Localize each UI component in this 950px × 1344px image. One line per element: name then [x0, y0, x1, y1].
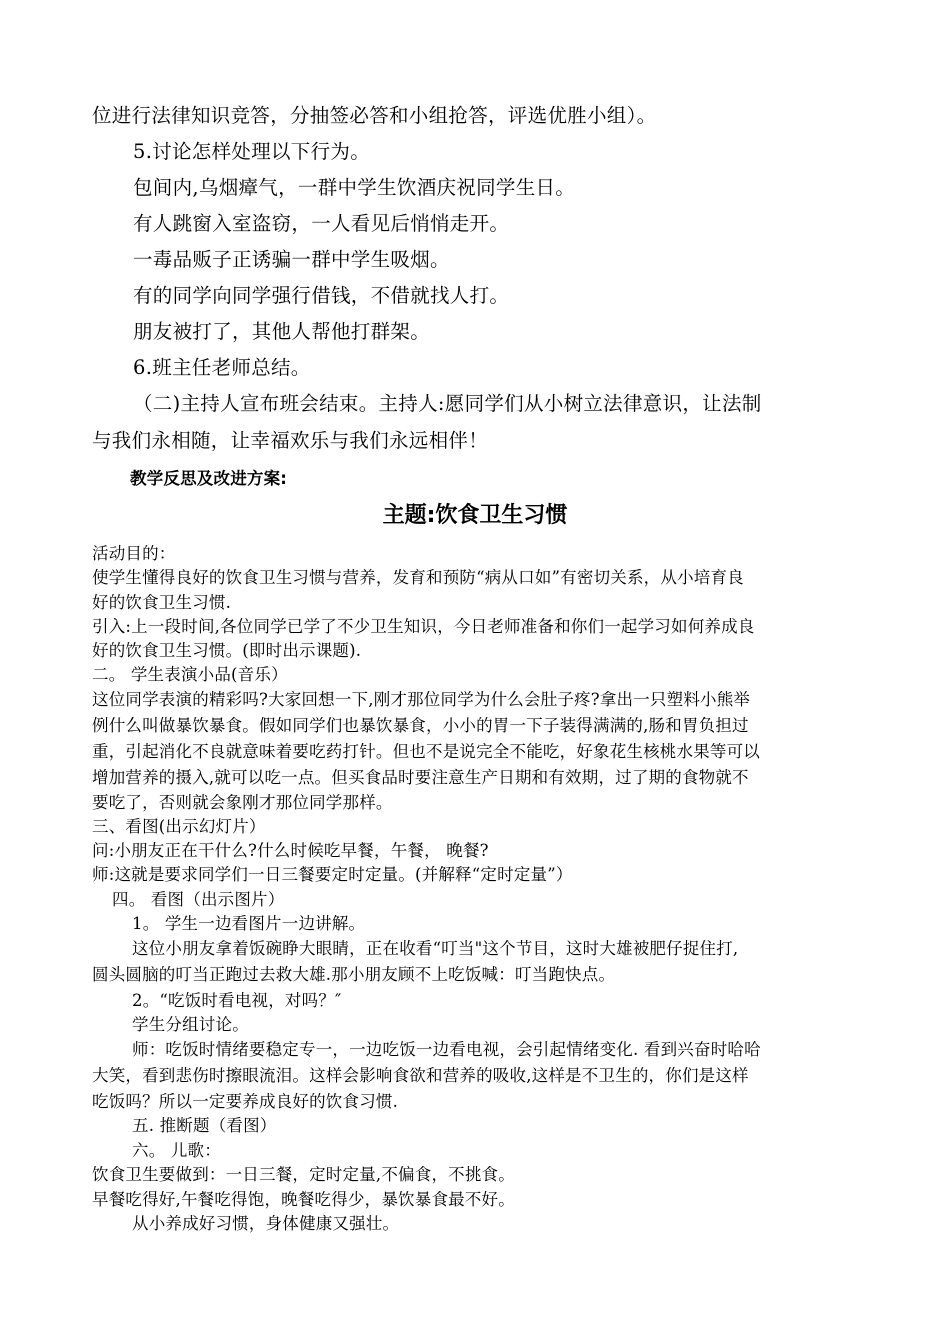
list-item-5: 5.讨论怎样处理以下行为。	[133, 140, 371, 163]
section-heading: 四。 看图（出示图片）	[112, 890, 285, 909]
section-text: 2。“吃饭时看电视，对吗？″	[132, 991, 342, 1010]
section-text: 这位同学表演的精彩吗?大家回想一下,刚才那位同学为什么会肚子疼?拿出一只塑料小熊举	[92, 690, 751, 709]
paragraph-line: 位进行法律知识竞答，分抽签必答和小组抢答，评选优胜小组）。	[92, 104, 657, 127]
goal-text: 使学生懂得良好的饮食卫生习惯与营养，发育和预防“病从口如”有密切关系，从小培育良	[92, 568, 744, 587]
section-text: 这位小朋友拿着饭碗睁大眼睛，正在收看“叮当"这个节目，这时大雄被肥仔捉住打,	[132, 939, 739, 958]
rhyme-line: 早餐吃得好,午餐吃得饱，晚餐吃得少，暴饮暴食最不好。	[92, 1190, 515, 1209]
scenario-item: 一毒品贩子正诱骗一群中学生吸烟。	[133, 248, 450, 271]
section-text: 例什么叫做暴饮暴食。假如同学们也暴饮暴食，小小的胃一下子装得满满的,肠和胃负担过	[92, 716, 749, 735]
section-heading: 六。 儿歌：	[132, 1141, 221, 1160]
topic-title: 主题:饮食卫生习惯	[382, 503, 568, 528]
scenario-item: 包间内,乌烟瘴气，一群中学生饮酒庆祝同学生日。	[133, 176, 576, 199]
section-text: 师：吃饭时情绪要稳定专一，一边吃饭一边看电视，会引起情绪变化. 看到兴奋时哈哈	[132, 1040, 761, 1059]
section-text: 学生分组讨论。	[132, 1015, 249, 1034]
section-text: 重，引起消化不良就意味着要吃药打针。但也不是说完全不能吃，好象花生核桃水果等可以	[92, 742, 760, 761]
closing-line: （二)主持人宣布班会结束。主持人:愿同学们从小树立法律意识，让法制	[133, 392, 762, 415]
rhyme-line: 从小养成好习惯，身体健康又强壮。	[132, 1214, 400, 1233]
scenario-item: 朋友被打了，其他人帮他打群架。	[133, 320, 431, 343]
section-heading: 五. 推断题（看图）	[132, 1116, 277, 1135]
rhyme-line: 饮食卫生要做到：一日三餐，定时定量,不偏食，不挑食。	[92, 1165, 515, 1184]
scenario-item: 有的同学向同学强行借钱，不借就找人打。	[133, 284, 510, 307]
section-text: 吃饭吗？所以一定要养成良好的饮食习惯.	[92, 1092, 399, 1111]
section-text: 要吃了，否则就会象刚才那位同学那样。	[92, 793, 393, 812]
section-heading: 二。 学生表演小品(音乐）	[92, 665, 288, 684]
section-heading: 三、看图(出示幻灯片）	[92, 817, 266, 836]
goal-label: 活动目的：	[92, 544, 176, 563]
section-text: 大笑，看到悲伤时擦眼流泪。这样会影响食欲和营养的吸收,这样是不卫生的，你们是这样	[92, 1066, 749, 1085]
list-item-6: 6.班主任老师总结。	[133, 356, 311, 379]
section-text: 圆头圆脑的叮当正跑过去救大雄.那小朋友顾不上吃饭喊：叮当跑快点。	[92, 965, 616, 984]
section-text: 1。 学生一边看图片一边讲解。	[132, 914, 366, 933]
section-text: 增加营养的摄入,就可以吃一点。但买食品时要注意生产日期和有效期，过了期的食物就不	[92, 768, 749, 787]
closing-line: 与我们永相随，让幸福欢乐与我们永远相伴！	[92, 429, 489, 452]
intro-text: 引入:上一段时间,各位同学已学了不少卫生知识，今日老师准备和你们一起学习如何养成良	[92, 617, 755, 636]
section-text: 问:小朋友正在干什么?什么时候吃早餐，午餐， 晚餐?	[92, 841, 489, 860]
scenario-item: 有人跳窗入室盗窃，一人看见后悄悄走开。	[133, 212, 510, 235]
section-text: 师:这就是要求同学们一日三餐要定时定量。(并解释“定时定量”）	[92, 865, 573, 884]
intro-text: 好的饮食卫生习惯。(即时出示课题).	[92, 641, 362, 660]
goal-text: 好的饮食卫生习惯.	[92, 593, 232, 612]
reflection-heading: 教学反思及改进方案:	[130, 469, 288, 488]
